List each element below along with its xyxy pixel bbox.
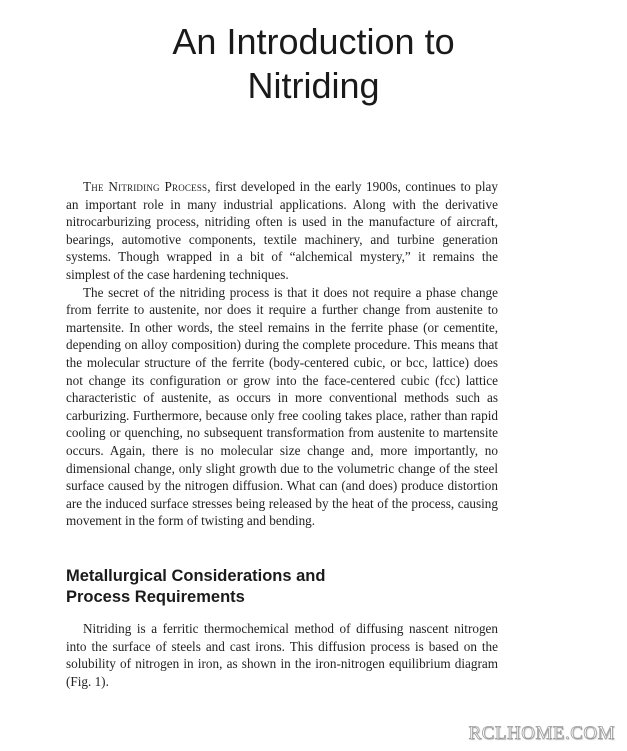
section-heading [66,566,498,608]
section-heading-line-2: Process Requirements [66,588,245,606]
intro-text-block [66,178,498,530]
section-paragraph-1: Nitriding is a ferritic thermochemical method of diffusing nascent nitrogen into the surface of steels and cast irons. This diffusion process is based on the solubility of nitrogen in iron, as shown in the iron-nitrogen equilibrium diagram (Fig. 1). [66,621,498,689]
chapter-title-line-1: An Introduction to [172,21,455,62]
intro-paragraph-1-text: , first developed in the early 1900s, continues to play an important role in many industrial applications. Along with the derivative nitrocarburizing process, nitriding often is used in the manufacture of aircraft, bearings, automotive components, textile machinery, and turbine generation systems. Though wrapped in a bit of “alchemical mystery,” it remains the simplest of the case hardening techniques. [66,179,498,282]
site-watermark: RCLHOME.COM [468,723,615,744]
section-text-block [66,620,498,690]
chapter-title [0,20,627,108]
section-heading-line-1: Metallurgical Considerations and [66,567,326,585]
chapter-title-line-2: Nitriding [247,65,380,106]
intro-lead-in: The Nitriding Process [83,179,208,194]
intro-paragraph-2: The secret of the nitriding process is that it does not require a phase change from ferrite to austenite, nor does it require a further change from austenite to martensite. In other words, the steel remains in the ferrite phase (or cementite, depending on alloy composition) during the complete procedure. This means that the molecular structure of the ferrite (body-centered cubic, or bcc, lattice) does not change its configuration or grow into the face-centered cubic (fcc) lattice characteristic of austenite, as occurs in more conventional methods such as carburizing. Furthermore, because only free cooling takes place, rather than rapid cooling or quenching, no subsequent transformation from austenite to martensite occurs. Again, there is no molecular size change and, more importantly, no dimensional change, only slight growth due to the volumetric change of the steel surface caused by the nitrogen diffusion. What can (and does) produce distortion are the induced surface stresses being released by the heat of the process, causing movement in the form of twisting and bending. [66,284,498,529]
intro-paragraph-1 [66,178,498,284]
